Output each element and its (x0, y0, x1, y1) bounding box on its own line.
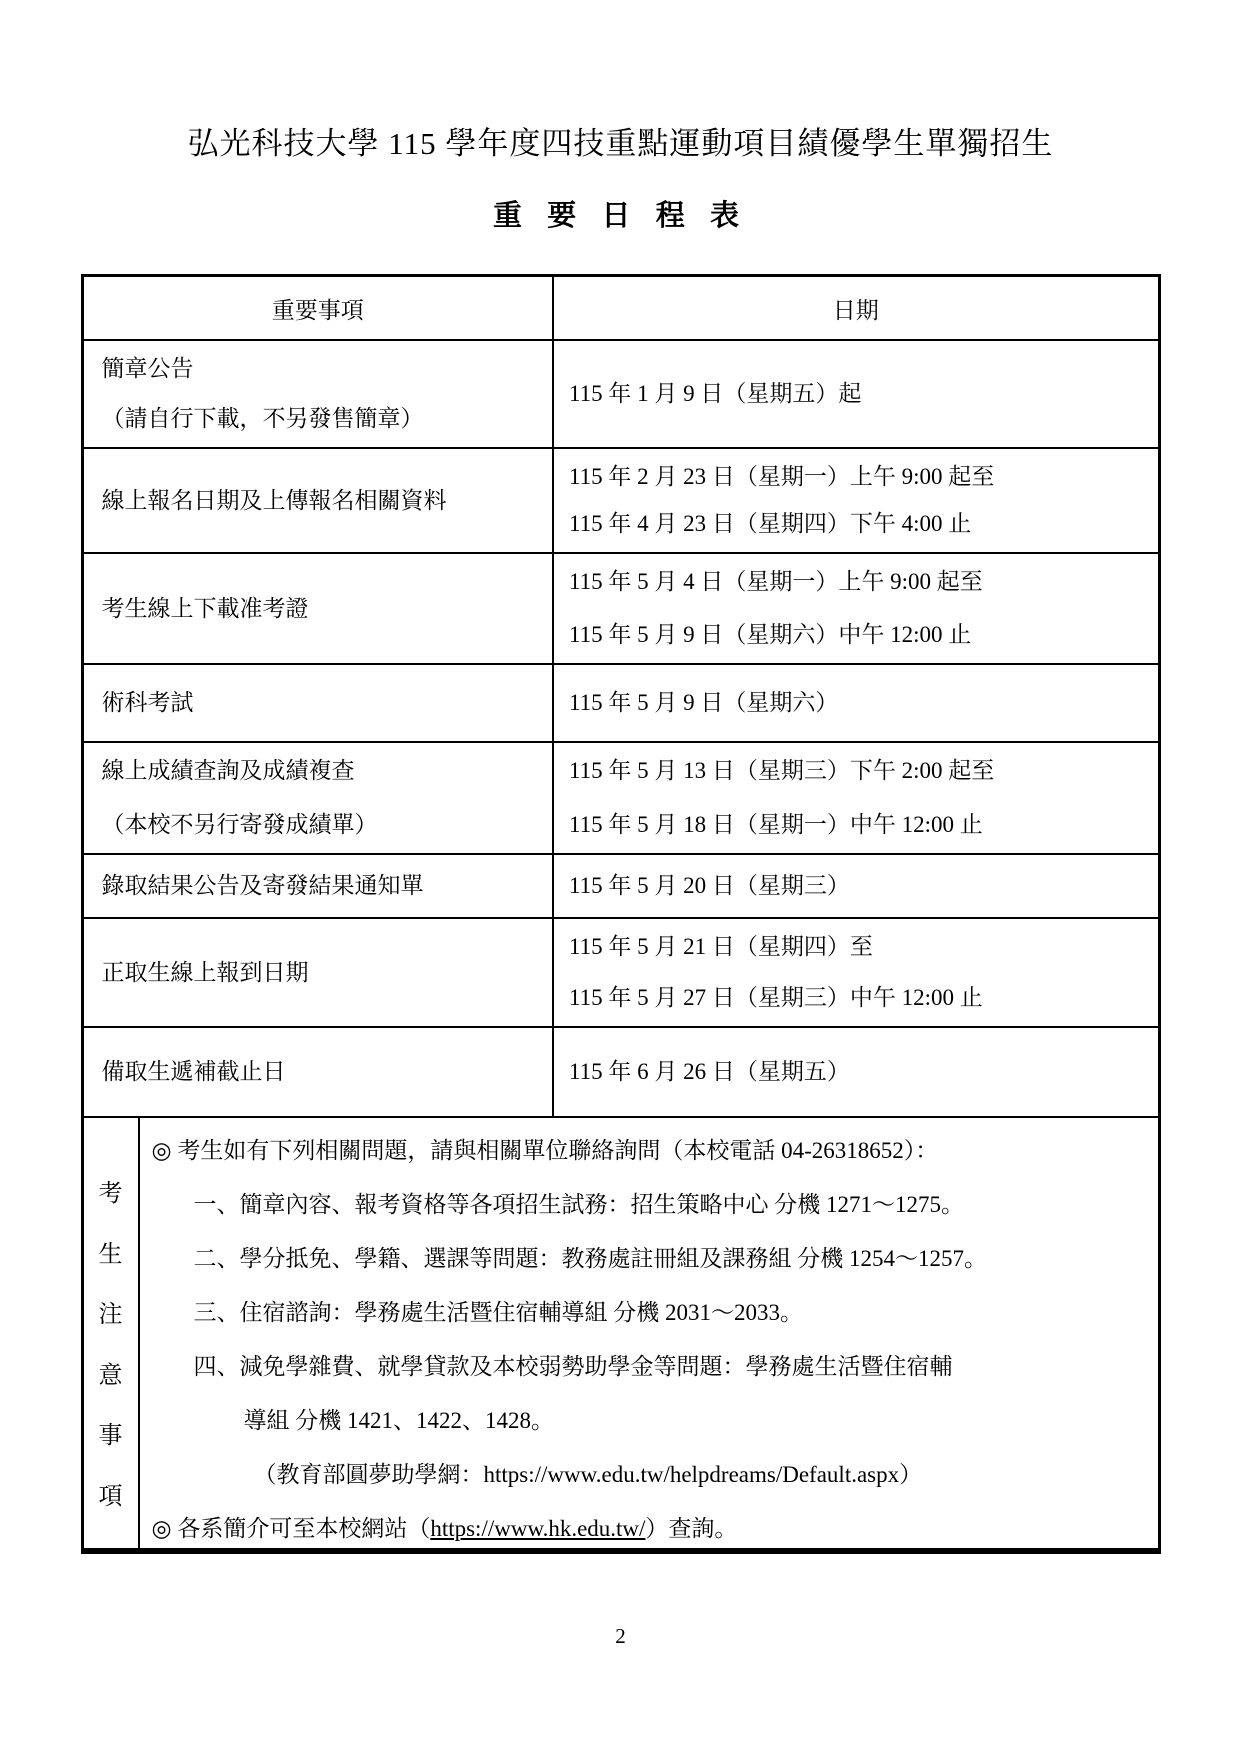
notes-helpdreams-line: （教育部圓夢助學網：https://www.edu.tw/helpdreams/Default.aspx） (253, 1462, 923, 1487)
notes-outro (152, 1502, 1158, 1556)
row-item-text: 簡章公告 (101, 356, 194, 381)
page-number: 2 (615, 1624, 626, 1648)
row-item-note: （請自行下載，不另發售簡章） (101, 406, 424, 431)
table-row-announcement (82, 340, 1159, 448)
row-item-text: 考生線上下載准考證 (101, 595, 309, 621)
document-subtitle: 重 要 日 程 表 (492, 200, 748, 232)
side-label-char: 事 (98, 1423, 123, 1450)
row-date-start: 115 年 5 月 4 日（星期一）上午 9:00 起至 (569, 569, 983, 594)
schedule-table (81, 274, 1161, 1554)
school-website-link[interactable]: https://www.hk.edu.tw/ (430, 1516, 646, 1541)
side-label-char: 意 (98, 1362, 123, 1389)
table-row-practical-exam (82, 664, 1159, 742)
row-date-end: 115 年 5 月 18 日（星期一）中午 12:00 止 (569, 812, 983, 837)
notes-content (140, 1118, 1158, 1548)
notes-outro-prefix: ◎ 各系簡介可至本校網站（ (151, 1516, 431, 1541)
row-item-text: 正取生線上報到日期 (101, 959, 309, 985)
notes-outro-suffix: ）查詢。 (645, 1516, 738, 1541)
row-item-text: 備取生遞補截止日 (101, 1059, 286, 1084)
row-date-text: 115 年 6 月 26 日（星期五） (569, 1059, 850, 1084)
side-label-char: 注 (98, 1302, 123, 1329)
side-label-char: 項 (98, 1483, 123, 1510)
row-date-text: 115 年 1 月 9 日（星期五）起 (569, 381, 862, 406)
col-header-date: 日期 (553, 276, 1159, 341)
table-row-score-inquiry (82, 742, 1159, 854)
row-date-start: 115 年 2 月 23 日（星期一）上午 9:00 起至 (569, 464, 995, 489)
table-row-enrollment (82, 918, 1159, 1027)
row-item-text: 錄取結果公告及寄發結果通知單 (101, 873, 424, 898)
row-date-end: 115 年 4 月 23 日（星期四）下午 4:00 止 (569, 511, 972, 536)
row-item-text: 線上成績查詢及成績複查 (101, 758, 355, 783)
row-date-text: 115 年 5 月 9 日（星期六） (569, 690, 839, 715)
notes-item-4-continued: 導組 分機 1421、1422、1428。 (243, 1408, 554, 1433)
notes-item-3: 三、住宿諮詢：學務處生活暨住宿輔導組 分機 2031～2033。 (193, 1300, 803, 1325)
row-date-end: 115 年 5 月 9 日（星期六）中午 12:00 止 (569, 622, 972, 647)
row-item-text: 線上報名日期及上傳報名相關資料 (101, 487, 447, 513)
table-row-result-announcement (82, 854, 1159, 918)
notes-side-label (84, 1118, 140, 1548)
table-header-row (82, 276, 1159, 341)
side-label-char: 考 (98, 1181, 123, 1208)
table-row-admission-ticket (82, 553, 1159, 664)
document-title: 弘光科技大學 115 學年度四技重點運動項目績優學生單獨招生 (187, 126, 1054, 161)
notes-row (82, 1117, 1159, 1551)
notes-item-4: 四、減免學雜費、就學貸款及本校弱勢助學金等問題：學務處生活暨住宿輔 (193, 1354, 953, 1379)
notes-item-1: 一、簡章內容、報考資格等各項招生試務：招生策略中心 分機 1271～1275。 (193, 1192, 964, 1217)
side-label-char: 生 (98, 1241, 123, 1268)
row-date-text: 115 年 5 月 20 日（星期三） (569, 873, 850, 898)
row-date-start: 115 年 5 月 21 日（星期四）至 (569, 934, 873, 959)
row-date-end: 115 年 5 月 27 日（星期三）中午 12:00 止 (569, 985, 983, 1010)
table-row-registration (82, 448, 1159, 553)
table-row-waitlist-deadline (82, 1027, 1159, 1117)
row-item-text: 術科考試 (101, 690, 194, 715)
row-item-note: （本校不另行寄發成績單） (101, 812, 378, 837)
notes-intro: ◎ 考生如有下列相關問題，請與相關單位聯絡詢問（本校電話 04-26318652）： (151, 1138, 939, 1163)
notes-item-2: 二、學分抵免、學籍、選課等問題：教務處註冊組及課務組 分機 1254～1257。 (193, 1246, 987, 1271)
col-header-item: 重要事項 (82, 276, 553, 341)
row-date-start: 115 年 5 月 13 日（星期三）下午 2:00 起至 (569, 758, 995, 783)
